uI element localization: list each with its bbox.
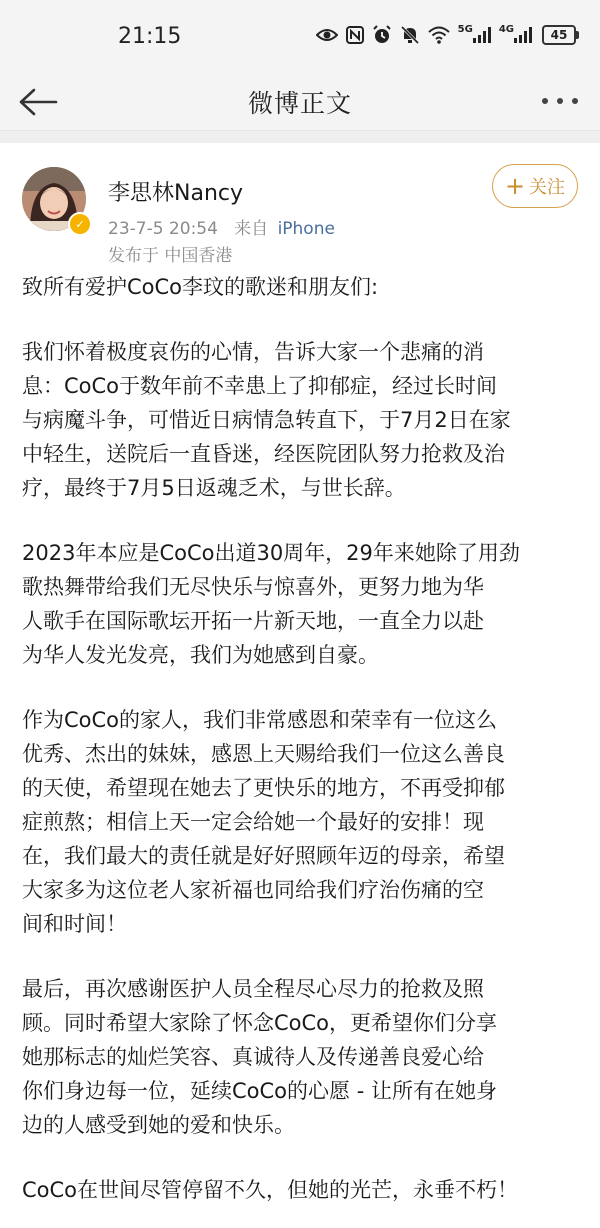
author-name[interactable]: 李思林Nancy [108,181,243,206]
paragraph-gap [22,505,582,536]
post-text-line: 大家多为这位老人家祈福也同给我们疗治伤痛的空 [22,878,484,902]
post-text-line: 作为CoCo的家人，我们非常感恩和荣幸有一位这么 [22,708,498,732]
paragraph-gap [22,941,582,972]
post-text-line: 为华人发光发亮，我们为她感到自豪。 [22,643,379,667]
post-paragraph [22,270,582,304]
section-divider [0,131,600,143]
post-text-line: 你们身边每一位，延续CoCo的心愿 - 让所有在她身 [22,1079,497,1103]
follow-label: 关注 [529,177,566,198]
post-text-line: 与病魔斗争，可惜近日病情急转直下，于7月2日在家 [22,408,511,432]
paragraph-gap [22,304,582,335]
nav-bar [0,72,600,131]
battery-icon [542,25,576,45]
post-text-line: 顾。同时希望大家除了怀念CoCo，更希望你们分享 [22,1011,498,1035]
network2-label: 4G [498,24,514,35]
mute-bell-icon [400,24,420,46]
plus-icon: + [504,172,526,200]
post-text-line: 边的人感受到她的爱和快乐。 [22,1113,295,1137]
page-title: 微博正文 [247,89,352,118]
post-body [22,270,582,1207]
post-text-line: 在，我们最大的责任就是好好照顾年迈的母亲，希望 [22,844,505,868]
post-text-line: 她那标志的灿烂笑容、真诚待人及传递善良爱心给 [22,1045,484,1069]
more-options-button[interactable] [538,84,582,118]
wifi-icon [428,24,450,46]
eye-icon [316,24,338,46]
paragraph-gap [22,1142,582,1173]
status-icons [316,24,576,46]
post-meta [108,214,335,239]
post-text-line: 人歌手在国际歌坛开拓一片新天地，一直全力以赴 [22,609,484,633]
post-device[interactable]: iPhone [277,219,335,239]
paragraph-gap [22,672,582,703]
signal-4g-icon [499,24,532,46]
nfc-icon [346,24,364,46]
post-text-line: CoCo在世间尽管停留不久，但她的光芒，永垂不朽！ [22,1178,519,1202]
post-paragraph [22,703,582,941]
post-text-line: 最后，再次感谢医护人员全程尽心尽力的抢救及照 [22,977,484,1001]
battery-level: 45 [550,28,568,42]
status-time: 21:15 [118,24,182,49]
post-paragraph [22,335,582,505]
verified-badge-icon: ✓ [68,212,92,236]
post-timestamp: 23-7-5 20:54 [108,219,218,239]
status-bar [0,0,600,72]
post-text-line: 症煎熬；相信上天一定会给她一个最好的安排！现 [22,810,484,834]
post-paragraph [22,536,582,672]
post-text-line: 疗，最终于7月5日返魂乏术，与世长辞。 [22,476,406,500]
signal-5g-icon [458,24,491,46]
more-dots-icon [540,96,580,106]
post-text-line: 优秀、杰出的妹妹，感恩上天赐给我们一位这么善良 [22,742,505,766]
post-text-line: 我们怀着极度哀伤的心情，告诉大家一个悲痛的消 [22,340,484,364]
post-text-line: 间和时间！ [22,912,127,936]
source-prefix: 来自 [234,219,269,239]
alarm-icon [372,24,392,46]
network-label: 5G [457,24,473,35]
post-text-line: 中轻生，送院后一直昏迷，经医院团队努力抢救及治 [22,442,505,466]
post-text-line: 2023年本应是CoCo出道30周年，29年来她除了用劲 [22,541,520,565]
post-text-line: 息：CoCo于数年前不幸患上了抑郁症，经过长时间 [22,374,498,398]
post-text-line: 的天使，希望现在她去了更快乐的地方，不再受抑郁 [22,776,505,800]
follow-button[interactable] [492,164,578,208]
post-paragraph [22,972,582,1142]
post-location: 发布于 中国香港 [108,246,233,266]
post-text-line: 致所有爱护CoCo李玟的歌迷和朋友们: [22,275,379,299]
post-paragraph [22,1173,582,1207]
post-text-line: 歌热舞带给我们无尽快乐与惊喜外，更努力地为华 [22,575,484,599]
